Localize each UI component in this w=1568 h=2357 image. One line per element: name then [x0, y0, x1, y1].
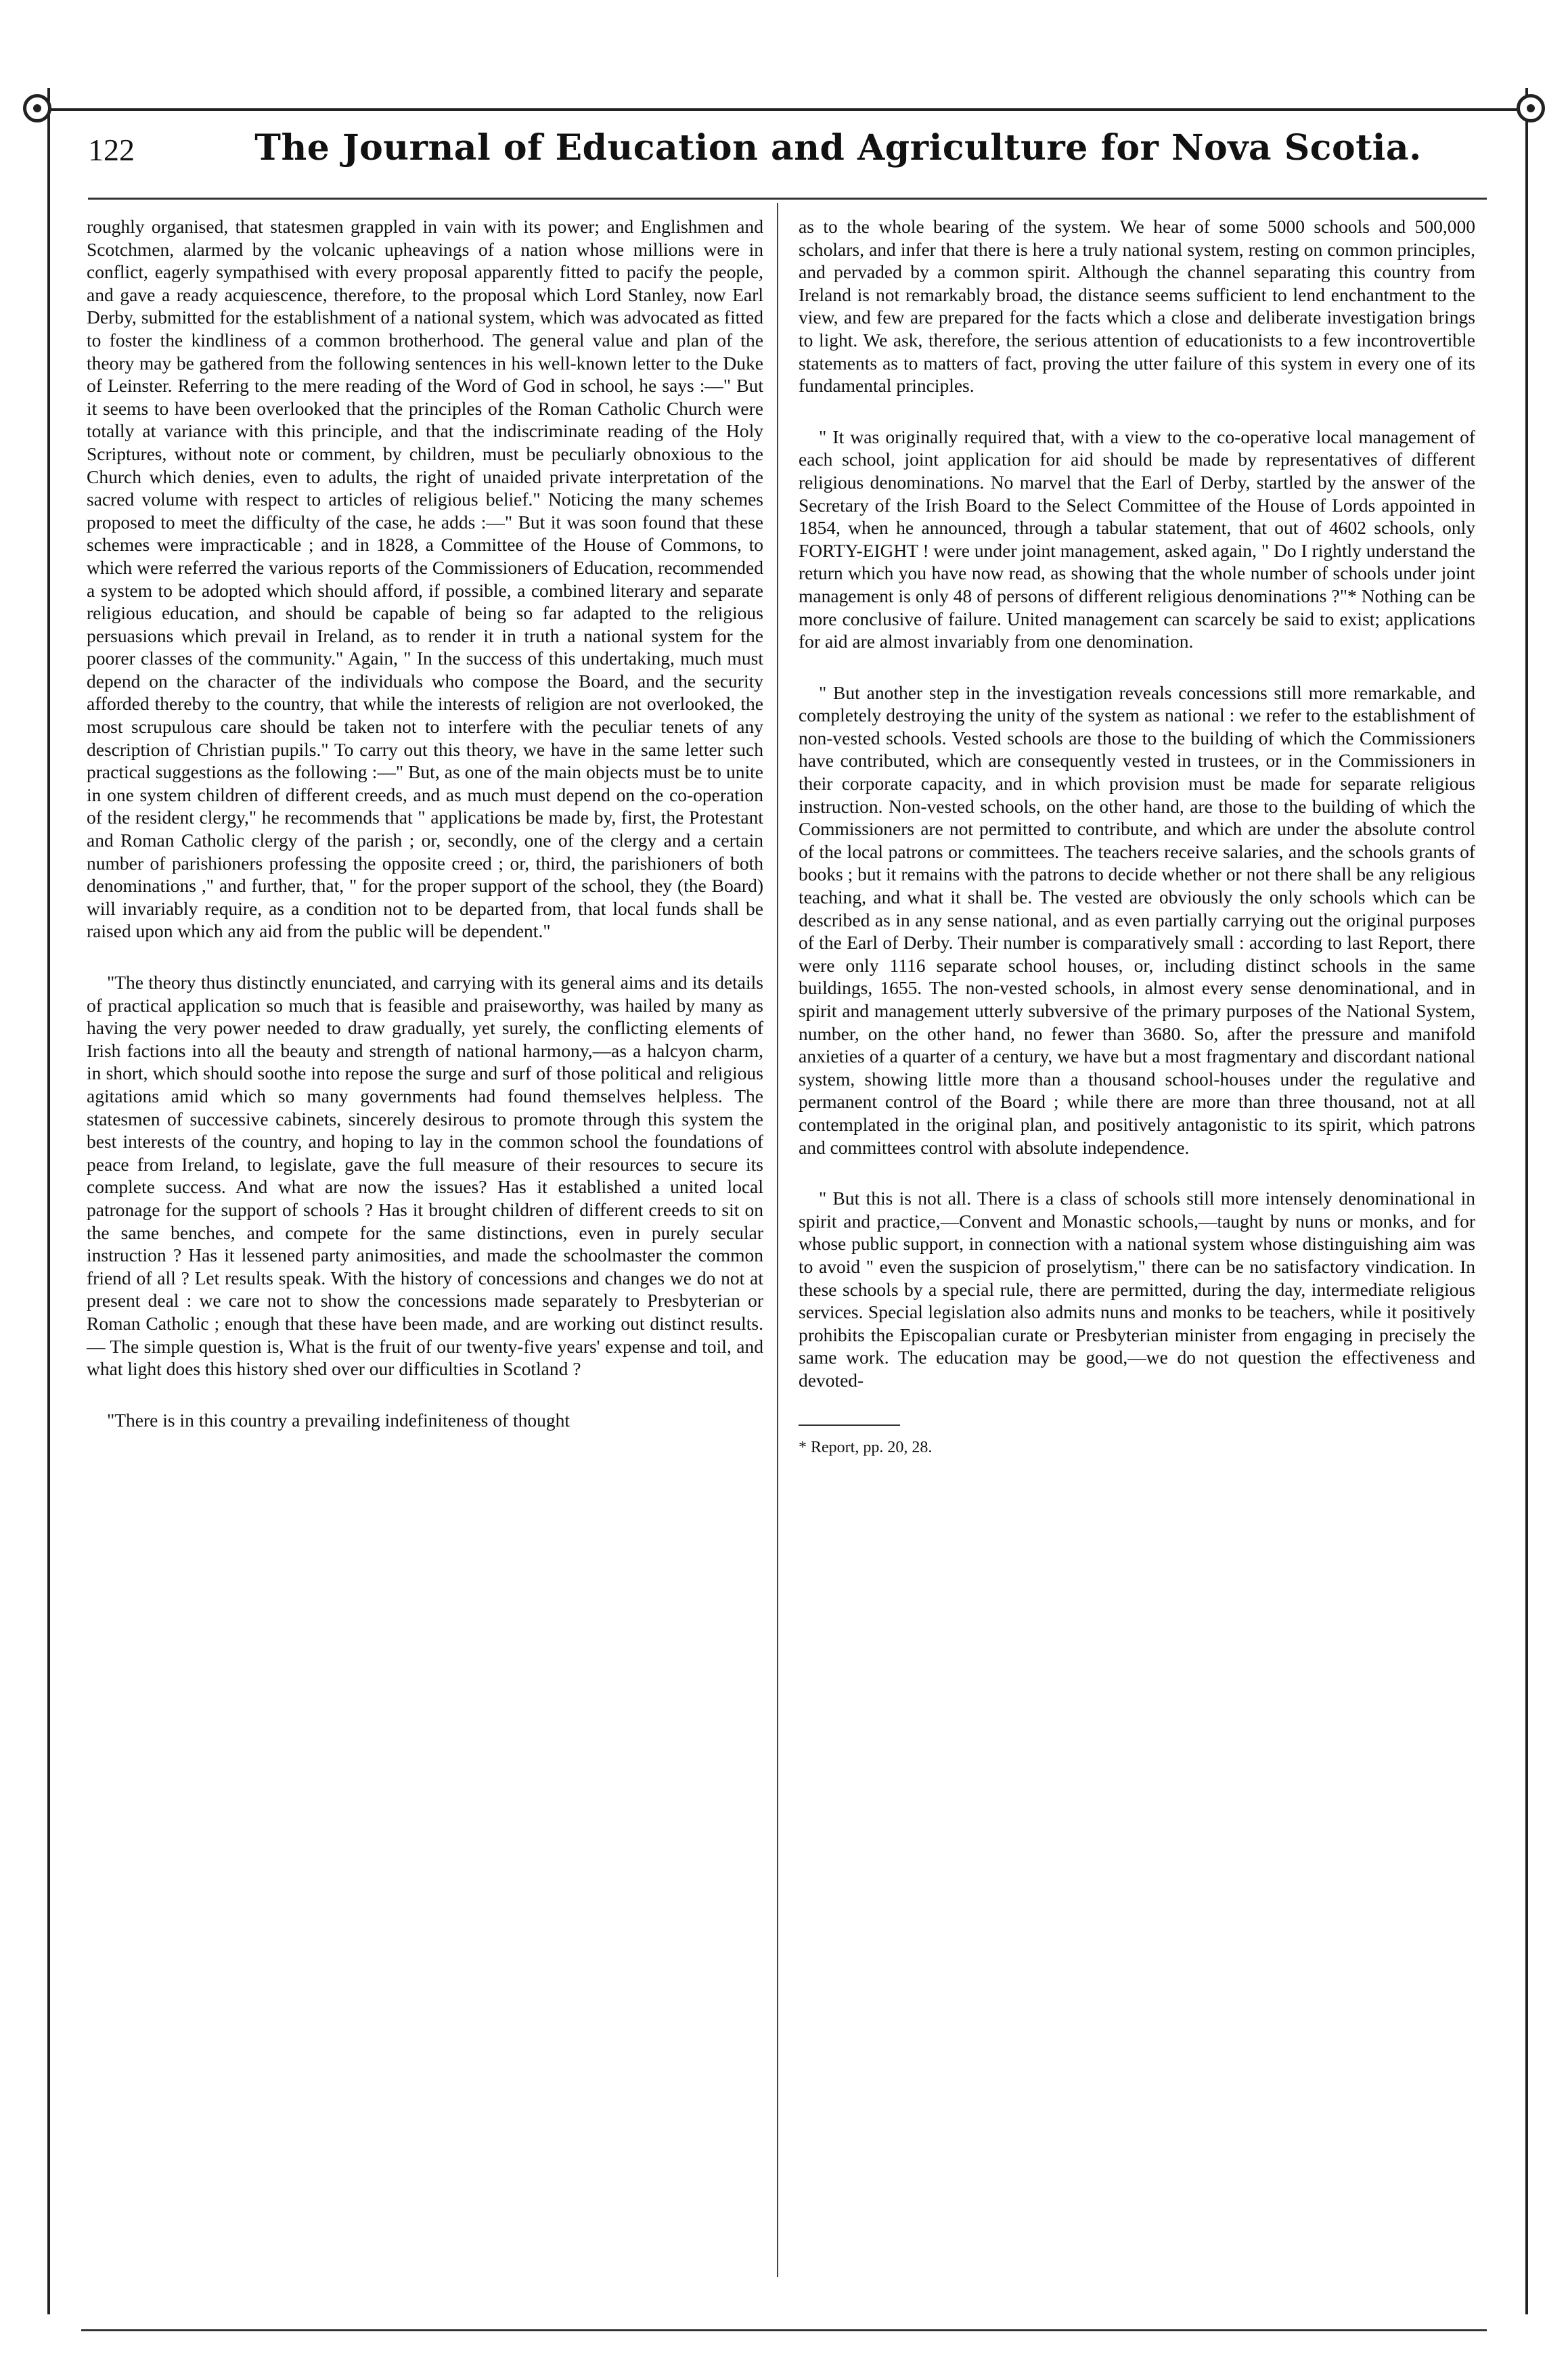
- left-paragraph-2: "The theory thus distinctly enunciated, and carrying with its general aims and its details of practical application so much that is feasible and praiseworthy, was hailed by many as having the very power needed to draw gradually, yet surely, the conflicting elements of Irish factions into all the beauty and strength of national harmony,—as a halcyon charm, in short, which should soothe into repose the surge and surf of those political and religious agitations amid which so many governments had found themselves helpless. The statesmen of successive cabinets, sincerely desirous to promote through this system the best interests of the country, and hoping to lay in the common school the foundations of peace from Ireland, to legislate, gave the full measure of their resources to secure its complete success. And what are now the issues? Has it established a united local patronage for the support of schools ? Has it brought children of different creeds to sit on the same benches, and compete for the same distinctions, even in purely secular instruction ? Has it lessened party animosities, and made the schoolmaster the common friend of all ? Let results speak. With the history of concessions and changes we do not at present deal : we care not to show the concessions made separately to Presbyterian or Roman Catholic ; enough that these have been made, and are working out distinct results.— The simple question is, What is the fruit of our twenty-five years' expense and toil, and what light does this history shed over our difficulties in Scotland ?: [87, 972, 763, 1380]
- footnote-rule: [799, 1424, 900, 1426]
- right-column: [799, 215, 1475, 1457]
- page-header: [88, 125, 1487, 186]
- left-corner-ornament-icon: [23, 94, 51, 122]
- header-rule: [88, 198, 1487, 200]
- page-number: 122: [88, 133, 135, 167]
- left-column: [87, 215, 763, 1446]
- footnote: * Report, pp. 20, 28.: [799, 1438, 933, 1456]
- left-paragraph-1: roughly organised, that statesmen grappled in vain with its power; and Englishmen and Scotchmen, alarmed by the volcanic upheavings of a nation whose millions were in conflict, eagerly sympathised with every proposal apparently fitted to pacify the people, and gave a ready acquiescence, therefore, to the proposal which Lord Stanley, now Earl Derby, submitted for the establishment of a national system, which was advocated as fitted to foster the kindliness of a common brotherhood. The general value and plan of the theory may be gathered from the following sentences in his well-known letter to the Duke of Leinster. Referring to the mere reading of the Word of God in school, he says :—" But it seems to have been overlooked that the principles of the Roman Catholic Church were totally at variance with this principle, and that the indiscriminate reading of the Holy Scriptures, without note or comment, by children, must be peculiarly obnoxious to the Church which denies, even to adults, the right of unaided private interpretation of the sacred volume with respect to articles of religious belief." Noticing the many schemes proposed to meet the difficulty of the case, he adds :—" But it was soon found that these schemes were impracticable ; and in 1828, a Committee of the House of Commons, to which were referred the various reports of the Commissioners of Education, recommended a system to be adopted which should afford, if possible, a combined literary and separate religious education, and should be capable of being so far adapted to the religious persuasions which prevail in Ireland, as to render it in truth a national system for the poorer classes of the community." Again, " In the success of this undertaking, much must depend on the character of the individuals who compose the Board, and the security afforded thereby to the country, that while the interests of religion are not overlooked, the most scrupulous care should be taken not to interfere with the peculiar tenets of any description of Christian pupils." To carry out this theory, we have in the same letter such practical suggestions as the following :—" But, as one of the main objects must be to unite in one system children of different creeds, and as much must depend on the co-operation of the resident clergy," he recommends that " applications be made by, first, the Protestant and Roman Catholic clergy of the parish ; or, secondly, one of the clergy and a certain number of parishioners professing the opposite creed ; or, third, the parishioners of both denominations ," and further, that, " for the proper support of the school, they (the Board) will invariably require, as a condition not to be departed from, that local funds shall be raised upon which any aid from the public will be dependent.": [87, 216, 763, 942]
- left-paragraph-3: "There is in this country a prevailing indefiniteness of thought: [107, 1409, 570, 1431]
- column-divider: [777, 203, 778, 2277]
- right-corner-ornament-icon: [1517, 94, 1545, 122]
- journal-title: The Journal of Education and Agriculture for Nova Scotia.: [254, 127, 1422, 169]
- right-paragraph-3: " But another step in the investigation reveals concessions still more remarkable, and completely destroying the unity of the system as national : we refer to the establishment of non-vested schools. Vested schools are those to the building of which the Commissioners have contributed, which are consequently vested in trustees, or in the Commissioners in their corporate capacity, and in which provision must be made for separate religious instruction. Non-vested schools, on the other hand, are those to the building of which the Commissioners are not permitted to contribute, and which are under the absolute control of the local patrons or committees. The teachers receive salaries, and the schools grants of books ; but it remains with the patrons to decide whether or not there shall be any religious teaching, and what it shall be. The vested are obviously the only schools which can be described as in any sense national, and as even partially carrying out the original purposes of the Earl of Derby. Their number is comparatively small : according to last Report, there were only 1116 separate school houses, or, including distinct schools in the same buildings, 1655. The non-vested schools, in almost every sense denominational, and in spirit and management utterly subversive of the primary purposes of the National System, number, on the other hand, no fewer than 3680. So, after the pressure and manifold anxieties of a quarter of a century, we have but a most fragmentary and discordant national system, showing little more than a thousand school-houses under the regulative and permanent control of the Board ; while there are more than three thousand, not at all contemplated in the original plan, and positively antagonistic to its spirit, which patrons and committees control with absolute independence.: [799, 681, 1475, 1158]
- right-paragraph-2: " It was originally required that, with a view to the co-operative local management of each school, joint application for aid should be made by representatives of different religious denominations. No marvel that the Earl of Derby, startled by the answer of the Secretary of the Irish Board to the Select Committee of the House of Lords appointed in 1854, when he announced, through a tabular statement, that out of 4602 schools, only FORTY-EIGHT ! were under joint management, asked again, " Do I rightly understand the return which you have now read, as showing that the whole number of schools under joint management is only 48 of persons of different religious denominations ?"* Nothing can be more conclusive of failure. United management can scarcely be said to exist; applications for aid are almost invariably from one denomination.: [799, 426, 1475, 652]
- right-paragraph-1: as to the whole bearing of the system. We hear of some 5000 schools and 500,000 scholars, and infer that there is here a truly national system, resting on common principles, and pervaded by a common spirit. Although the channel separating this country from Ireland is not remarkably broad, the distance seems sufficient to lend enchantment to the view, and few are prepared for the facts which a close and deliberate investigation brings to light. We ask, therefore, the serious attention of educationists to a few incontrovertible statements as to matters of fact, proving the utter failure of this system in every one of its fundamental principles.: [799, 216, 1475, 397]
- bottom-rule: [81, 2329, 1487, 2331]
- right-paragraph-4: " But this is not all. There is a class of schools still more intensely denominational in spirit and practice,—Convent and Monastic schools,—taught by nuns or monks, and for whose public support, in connection with a national system whose distinguishing aim was to avoid " even the suspicion of proselytism," there can be no satisfactory vindication. In these schools by a special rule, there are permitted, during the day, intermediate religious services. Special legislation also admits nuns and monks to be teachers, while it positively prohibits the Episcopalian curate or Presbyterian minister from engaging in precisely the same work. The education may be good,—we do not question the effectiveness and devoted-: [799, 1188, 1475, 1391]
- top-border-rule: [27, 108, 1541, 111]
